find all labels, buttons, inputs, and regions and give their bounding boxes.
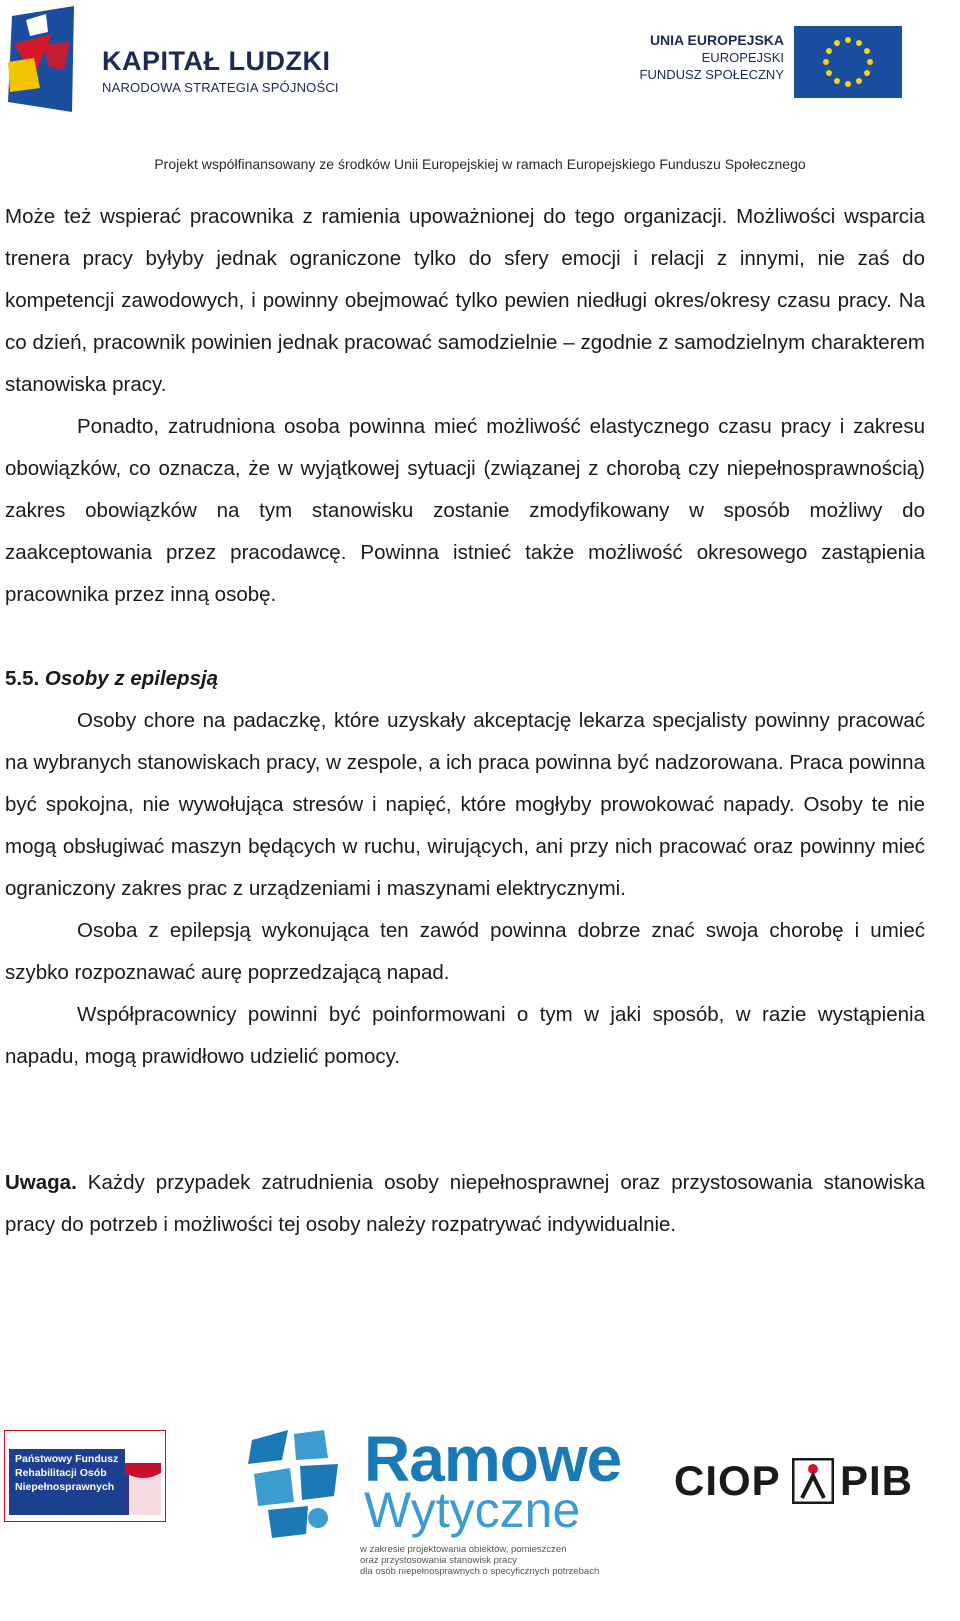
eu-stars-icon xyxy=(794,26,902,98)
note-label: Uwaga. xyxy=(5,1171,77,1194)
section-title: Osoby z epilepsją xyxy=(44,667,219,690)
section-heading xyxy=(5,658,925,700)
paragraph-epilepsy-work: Osoby chore na padaczkę, które uzyskały akceptację lekarza specjalisty powinny pracować na wybranych stanowiskach pracy, w zespole, a ich praca powinna być nadzorowana. Praca powinna być spokojna, nie wywołująca stresów i napięć, które mogłyby prowokować napady. Osoby te nie mogą obsługiwać maszyn będących w ruchu, wirujących, ani przy nich pracować oraz powinny mieć ograniczony zakres prac z urządzeniami i maszynami elektrycznymi. xyxy=(5,709,925,900)
spacer xyxy=(5,1078,925,1162)
note-text: Każdy przypadek zatrudnienia osoby niepełnosprawnej oraz przystosowania stanowiska pracy do potrzeb i możliwości tej osoby należy rozpatrywać indywidualnie. xyxy=(5,1171,925,1236)
kapital-ludzki-subtitle: NARODOWA STRATEGIA SPÓJNOŚCI xyxy=(102,80,339,95)
eu-logo xyxy=(627,26,902,98)
eu-line-1: UNIA EUROPEJSKA xyxy=(649,32,784,48)
eu-line-3: FUNDUSZ SPOŁECZNY xyxy=(639,67,784,82)
ramowe-wytyczne-caption xyxy=(360,1544,610,1577)
page-header xyxy=(0,0,960,190)
pfron-logo xyxy=(4,1430,166,1522)
ciop-person-icon xyxy=(792,1458,834,1504)
ramowe-wytyczne-emblem-icon xyxy=(248,1430,358,1540)
caption-line-3: dla osób niepełnosprawnych o specyficznych potrzebach xyxy=(360,1566,600,1577)
kapital-ludzki-emblem xyxy=(4,4,104,116)
ramowe-wytyczne-logo xyxy=(248,1423,622,1594)
paragraph-flexible-hours: Ponadto, zatrudniona osoba powinna mieć możliwość elastycznego czasu pracy i zakresu obowiązków, co oznacza, że w wyjątkowej sytuacji (związanej z chorobą czy niepełnosprawnością) zakres obowiązków na tym stanowisku zostanie zmodyfikowany w sposób możliwy do zaakceptowania przez pracodawcę. Powinna istnieć także możliwość okresowego zastąpienia pracownika przez inną osobę. xyxy=(5,415,925,606)
eu-line-2: EUROPEJSKI xyxy=(701,50,784,65)
pfron-line-3: Niepełnosprawnych xyxy=(15,1481,115,1493)
eu-flag-icon xyxy=(794,26,902,98)
caption-line-1: w zakresie projektowania obiektów, pomieszczeń xyxy=(360,1544,567,1555)
paragraph-trainer-support: Może też wspierać pracownika z ramienia upoważnionej do tego organizacji. Możliwości wsparcia trenera pracy byłyby jednak ograniczone tylko do sfery emocji i relacji z innymi, nie zaś do kompetencji zawodowych, i powinny obejmować tylko pewien niedługi okres/okresy czasu pracy. Na co dzień, pracownik powinien jednak pracować samodzielnie – zgodnie z samodzielnym charakterem stanowiska pracy. xyxy=(5,205,925,396)
pfron-line-1: Państwowy Fundusz xyxy=(15,1453,119,1465)
page-footer xyxy=(0,1420,960,1621)
ramowe-word: Ramowe xyxy=(364,1423,622,1495)
paragraph-note xyxy=(5,1162,925,1246)
project-cofinancing-note: Projekt współfinansowany ze środków Unii Europejskiej w ramach Europejskiego Funduszu Społecznego xyxy=(154,156,806,172)
document-body xyxy=(5,196,925,1246)
pfron-emblem-icon xyxy=(123,1433,163,1519)
caption-line-2: oraz przystosowania stanowisk pracy xyxy=(360,1555,517,1566)
pfron-line-2: Rehabilitacji Osób xyxy=(15,1467,107,1479)
pfron-logo-text xyxy=(9,1449,129,1515)
wytyczne-word: Wytyczne xyxy=(364,1482,581,1538)
section-number: 5.5. xyxy=(5,667,40,690)
kapital-ludzki-title: KAPITAŁ LUDZKI xyxy=(102,46,331,76)
ciop-pib-logo xyxy=(674,1456,924,1506)
paragraph-coworkers: Współpracownicy powinni być poinformowani o tym w jaki sposób, w razie wystąpienia napadu, mogą prawidłowo udzielić pomocy. xyxy=(5,1003,925,1068)
kapital-ludzki-logo xyxy=(4,4,344,116)
paragraph-epilepsy-aura: Osoba z epilepsją wykonująca ten zawód powinna dobrze znać swoja chorobę i umieć szybko rozpoznawać aurę poprzedzającą napad. xyxy=(5,919,925,984)
ciop-text: CIOP xyxy=(674,1457,781,1504)
eu-logo-text xyxy=(640,32,784,83)
pib-text: PIB xyxy=(840,1457,914,1504)
